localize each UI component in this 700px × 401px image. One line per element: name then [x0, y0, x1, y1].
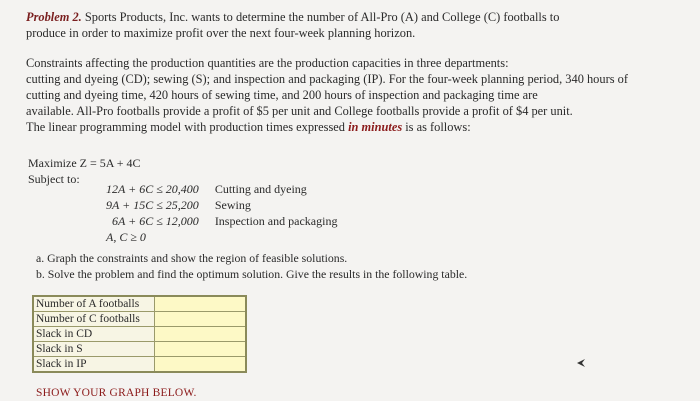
- row-label: Number of C footballs: [33, 312, 155, 327]
- table-row: [33, 296, 246, 312]
- table-row: [33, 312, 246, 327]
- table-row: [33, 327, 246, 342]
- answer-cell[interactable]: [155, 312, 247, 327]
- constraints-table: [106, 181, 337, 245]
- constraint-name: Inspection and packaging: [214, 214, 338, 228]
- row-label: Slack in IP: [33, 357, 155, 373]
- constraints-line: Constraints affecting the production quantities are the production capacities in three departments:: [26, 56, 509, 70]
- row-label: Slack in S: [33, 342, 155, 357]
- objective-function: Maximize Z = 5A + 4C: [28, 156, 141, 170]
- model-intro-suffix: is as follows:: [402, 120, 471, 134]
- results-table: [32, 295, 247, 373]
- answer-cell[interactable]: [155, 357, 247, 373]
- constraint-row: [106, 181, 337, 197]
- constraint-row: [106, 229, 337, 245]
- constraint-name: Sewing: [214, 198, 251, 212]
- show-graph-instruction: SHOW YOUR GRAPH BELOW.: [36, 387, 197, 399]
- question-a: a. Graph the constraints and show the region of feasible solutions.: [36, 251, 348, 265]
- constraint-expression: 6A + 6C ≤ 12,000: [112, 214, 199, 228]
- model-intro-prefix: The linear programming model with production times expressed: [26, 120, 349, 134]
- constraints-line: cutting and dyeing (CD); sewing (S); and inspection and packaging (IP). For the four-week planning period, 340 hours of: [26, 72, 628, 86]
- constraints-line: cutting and dyeing time, 420 hours of sewing time, and 200 hours of inspection and packaging time are: [26, 88, 538, 102]
- constraint-name: [215, 229, 338, 245]
- problem-title: Problem 2.: [26, 10, 82, 24]
- intro-line-2: produce in order to maximize profit over the next four-week planning horizon.: [26, 26, 416, 40]
- subject-to-label: Subject to:: [28, 172, 80, 186]
- model-intro-emphasis: in minutes: [348, 120, 403, 134]
- table-row: [33, 342, 246, 357]
- question-b: b. Solve the problem and find the optimum solution. Give the results in the following table.: [36, 267, 468, 281]
- problem-intro: [26, 9, 559, 41]
- cursor-arrow-icon: [576, 358, 586, 368]
- constraints-paragraph: [26, 55, 628, 135]
- row-label: Number of A footballs: [33, 296, 155, 312]
- intro-line-1: Sports Products, Inc. wants to determine the number of All-Pro (A) and College (C) footballs to: [81, 10, 560, 24]
- nonnegativity-constraint: A, C ≥ 0: [106, 230, 146, 244]
- answer-cell[interactable]: [155, 342, 247, 357]
- answer-cell[interactable]: [155, 296, 247, 312]
- constraint-expression: 12A + 6C ≤ 20,400: [106, 182, 199, 196]
- answer-cell[interactable]: [155, 327, 247, 342]
- table-row: [33, 357, 246, 373]
- constraint-name: Cutting and dyeing: [214, 182, 307, 196]
- constraints-line: available. All-Pro footballs provide a profit of $5 per unit and College footballs provide a profit of $4 per unit.: [26, 104, 573, 118]
- constraint-row: [106, 213, 337, 229]
- constraint-expression: 9A + 15C ≤ 25,200: [106, 198, 199, 212]
- row-label: Slack in CD: [33, 327, 155, 342]
- constraint-row: [106, 197, 337, 213]
